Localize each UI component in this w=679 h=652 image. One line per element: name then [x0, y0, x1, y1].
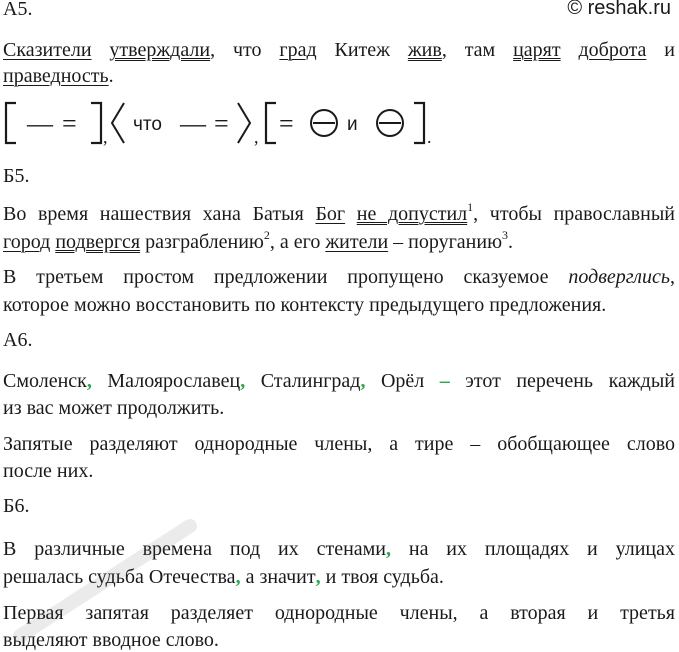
- clause-number: 3: [502, 228, 509, 242]
- predicate-word: утверждали: [109, 39, 211, 61]
- subject-word: праведность: [3, 65, 109, 87]
- subject-word: город: [3, 231, 51, 253]
- a6-explanation-line-2: после них.: [3, 460, 94, 482]
- highlighted-comma: ,: [235, 566, 241, 588]
- angle-bracket-close: [238, 103, 250, 143]
- b5-explanation-line-2: которое можно восстановить по контексту предыдущего предложения.: [3, 294, 607, 316]
- highlighted-comma: ,: [386, 538, 392, 560]
- angle-bracket-open: [112, 103, 124, 143]
- highlighted-comma: ,: [86, 370, 92, 392]
- a6-explanation-line-1: Запятые разделяют однородные члены, а тире – обобщающее слово: [3, 433, 675, 455]
- scheme-comma: ,: [103, 127, 108, 147]
- b6-sentence-line-2: решалась судьба Отечества, а значит, и твоя судьба.: [3, 566, 444, 588]
- site-watermark-label: © reshak.ru: [567, 0, 671, 19]
- predicate-word: жив: [407, 39, 442, 61]
- bracket-group-1: [6, 103, 101, 143]
- predicate-word: подвергся: [55, 231, 141, 253]
- conjunction-chto: что: [133, 114, 162, 135]
- a5-sentence-line-2: праведность.: [3, 65, 114, 87]
- subject-word: Сказители: [3, 39, 92, 61]
- a5-sentence-line-1: Сказители утверждали, что град Китеж жив, там царят доброта и: [3, 39, 676, 61]
- b6-explanation-line-1: Первая запятая разделяет однородные члены, а вторая и третья: [3, 602, 675, 624]
- clause-number: 1: [467, 200, 474, 214]
- clause-number: 2: [263, 228, 270, 242]
- subject-circle-1: [311, 110, 337, 136]
- highlighted-comma: ,: [315, 566, 321, 588]
- section-heading-a6: А6.: [3, 329, 33, 351]
- b6-explanation-line-2: выделяют вводное слово.: [3, 629, 219, 651]
- subject-mark: —: [27, 109, 53, 138]
- predicate-mark: =: [214, 109, 229, 138]
- highlighted-dash: –: [439, 370, 450, 392]
- subject-word: Бог: [315, 203, 346, 225]
- predicate-word: не допустил: [356, 203, 468, 225]
- sentence-scheme: [2, 97, 442, 153]
- predicate-mark: =: [279, 109, 294, 138]
- b5-sentence-line-2: город подвергся разграблению$^2$, а его жители – поруганию$^3$.: [3, 228, 514, 253]
- predicate-mark: =: [62, 109, 77, 138]
- predicate-word: царят: [513, 39, 561, 61]
- subject-circle-2: [377, 110, 403, 136]
- highlighted-comma: ,: [240, 370, 246, 392]
- restored-predicate: подверглись: [568, 266, 670, 288]
- conjunction-i: и: [347, 114, 358, 135]
- b6-sentence-line-1: В различные времена под их стенами, на их площадях и улицах: [3, 538, 675, 560]
- subject-mark: —: [180, 109, 206, 138]
- subject-word: жители: [325, 231, 389, 253]
- subject-word: град: [279, 39, 317, 61]
- section-heading-b6: Б6.: [3, 495, 30, 517]
- b5-sentence-line-1: Во время нашествия хана Батыя Бог не допустил$^1$, чтобы православный: [3, 200, 676, 225]
- a6-sentence-line-2: из вас может продолжить.: [3, 397, 225, 419]
- scheme-comma: ,: [254, 127, 259, 147]
- highlighted-comma: ,: [360, 370, 366, 392]
- a6-sentence-line-1: Смоленск, Малоярославец, Сталинград, Орёл – этот перечень каждый: [3, 370, 675, 392]
- subject-word: доброта: [578, 39, 647, 61]
- scheme-period: .: [427, 127, 432, 147]
- section-heading-b5: Б5.: [3, 165, 30, 187]
- b5-explanation-line-1: В третьем простом предложении пропущено сказуемое подверглись,: [3, 266, 675, 288]
- section-heading-a5: А5.: [3, 0, 33, 20]
